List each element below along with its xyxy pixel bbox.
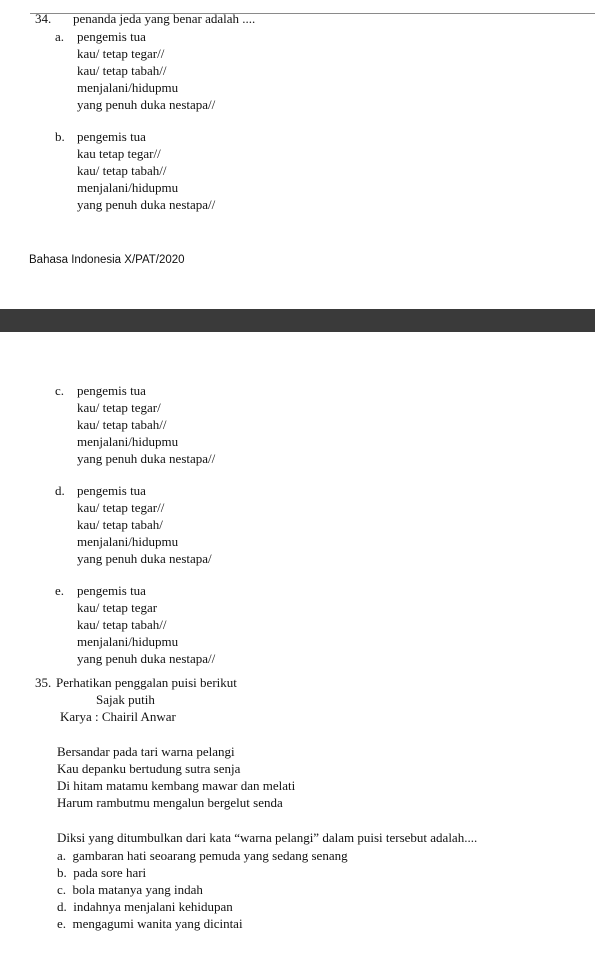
poem-line: yang penuh duka nestapa// [77, 651, 216, 666]
poem-line: Di hitam matamu kembang mawar dan melati [57, 778, 296, 793]
question-35-prompt: Diksi yang ditumbulkan dari kata “warna pelangi” dalam puisi tersebut adalah.... [57, 830, 478, 845]
question-34-stem: penanda jeda yang benar adalah .... [73, 11, 256, 26]
list-item [57, 916, 243, 932]
poem-line: Bersandar pada tari warna pelangi [57, 744, 235, 759]
poem-line: Kau depanku bertudung sutra senja [57, 761, 241, 776]
option-text: gambaran hati seoarang pemuda yang sedang senang [72, 848, 348, 863]
poem-line: menjalani/hidupmu [77, 634, 179, 649]
list-item [57, 899, 233, 915]
option-text: bola matanya yang indah [72, 882, 203, 897]
option-text: pada sore hari [73, 865, 147, 880]
poem-line: kau/ tetap tegar [77, 600, 158, 615]
option-letter: e. [57, 916, 67, 931]
poem-line: pengemis tua [77, 29, 146, 44]
page-break-bar [0, 309, 595, 332]
page-footer: Bahasa Indonesia X/PAT/2020 [29, 254, 185, 266]
poem-line: kau/ tetap tabah// [77, 617, 167, 632]
option-letter: d. [57, 899, 67, 914]
poem-title: Sajak putih [96, 692, 155, 707]
poem-line: menjalani/hidupmu [77, 80, 179, 95]
poem-line: pengemis tua [77, 583, 146, 598]
poem-line: Harum rambutmu mengalun bergelut senda [57, 795, 283, 810]
question-35-number: 35. [35, 675, 52, 690]
option-letter: a. [57, 848, 67, 863]
list-item [57, 882, 203, 898]
poem-line: yang penuh duka nestapa// [77, 97, 216, 112]
option-letter: c. [57, 882, 67, 897]
poem-line: kau/ tetap tegar/ [77, 400, 161, 415]
poem-line: kau tetap tegar// [77, 146, 161, 161]
q34-option-a-letter: a. [55, 29, 65, 44]
poem-line: menjalani/hidupmu [77, 434, 179, 449]
option-letter: b. [57, 865, 67, 880]
poem-line: kau/ tetap tegar// [77, 46, 165, 61]
question-34-number: 34. [35, 11, 52, 26]
q34-option-b-letter: b. [55, 129, 65, 144]
poem-line: kau/ tetap tegar// [77, 500, 165, 515]
question-35-stem: Perhatikan penggalan puisi berikut [56, 675, 237, 690]
poem-author: Karya : Chairil Anwar [60, 709, 176, 724]
poem-line: menjalani/hidupmu [77, 180, 179, 195]
poem-line: kau/ tetap tabah// [77, 417, 167, 432]
option-text: indahnya menjalani kehidupan [73, 899, 233, 914]
q34-option-e-letter: e. [55, 583, 65, 598]
poem-line: pengemis tua [77, 383, 146, 398]
poem-line: pengemis tua [77, 129, 146, 144]
poem-line: menjalani/hidupmu [77, 534, 179, 549]
list-item [57, 865, 146, 881]
q34-option-d-letter: d. [55, 483, 65, 498]
poem-line: kau/ tetap tabah/ [77, 517, 163, 532]
option-text: mengagumi wanita yang dicintai [72, 916, 243, 931]
poem-line: kau/ tetap tabah// [77, 163, 167, 178]
poem-line: kau/ tetap tabah// [77, 63, 167, 78]
poem-line: yang penuh duka nestapa/ [77, 551, 212, 566]
list-item [57, 848, 348, 864]
poem-line: yang penuh duka nestapa// [77, 451, 216, 466]
poem-line: pengemis tua [77, 483, 146, 498]
q34-option-c-letter: c. [55, 383, 65, 398]
poem-line: yang penuh duka nestapa// [77, 197, 216, 212]
